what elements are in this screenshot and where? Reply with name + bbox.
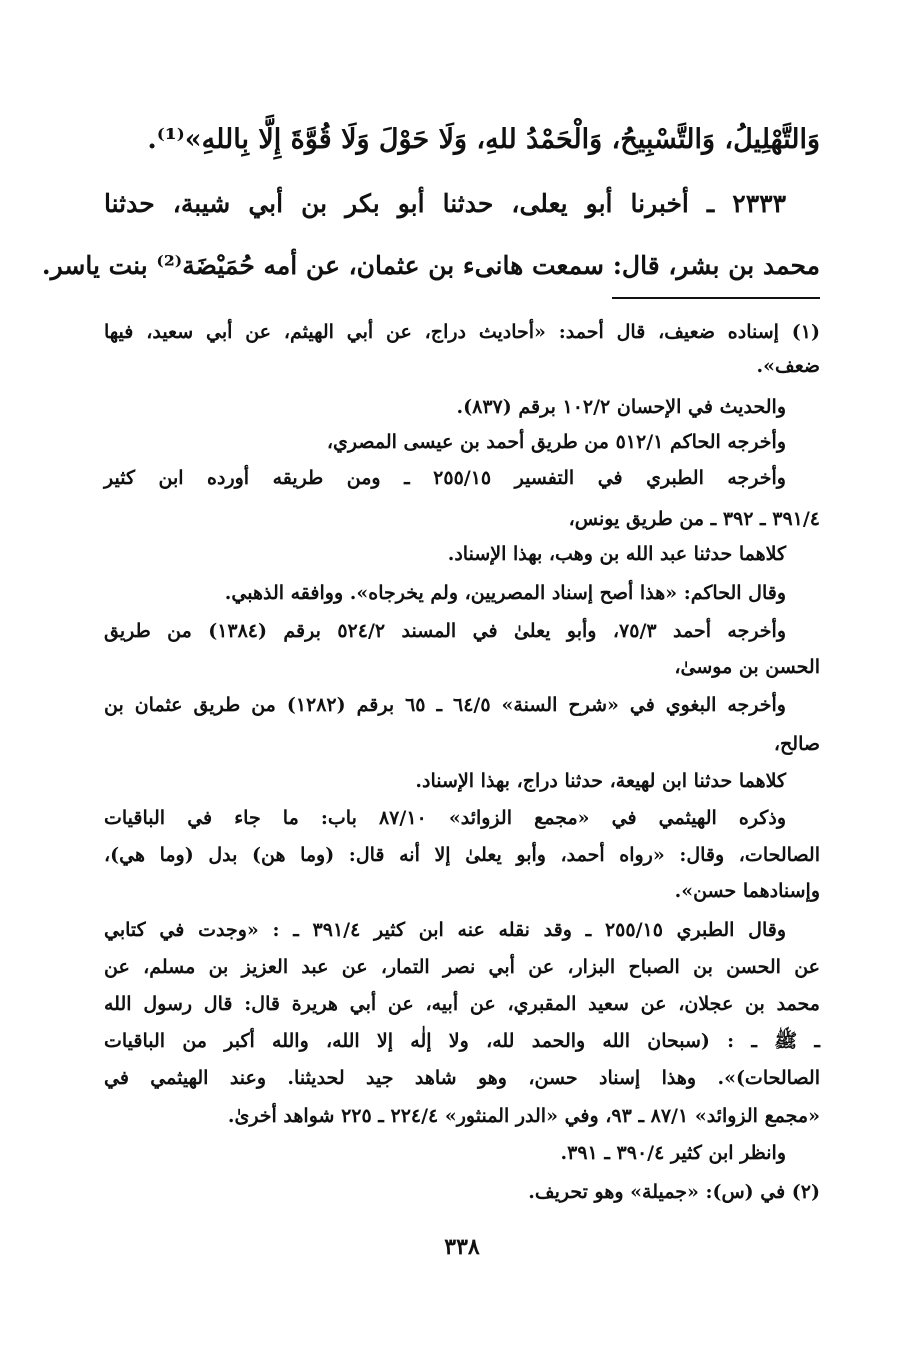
footnote-line: وأخرجه الطبري في التفسير ٢٥٥/١٥ ـ ومن طريقه أورده ابن كثير — [104, 467, 786, 489]
footnote-line: ٣٩١/٤ ـ ٣٩٢ ـ من طريق يونس، — [568, 508, 820, 530]
page-number: ٣٣٨ — [444, 1234, 480, 1260]
footnote-line: محمد بن عجلان، عن سعيد المقبري، عن أبيه، عن أبي هريرة قال: قال رسول الله — [104, 993, 820, 1015]
hadith-number-line: ٢٣٣٣ ـ أخبرنا أبو يعلى، حدثنا أبو بكر بن أبي شيبة، حدثنا — [104, 189, 786, 218]
footnote-line: وأخرجه أحمد ٧٥/٣، وأبو يعلىٰ في المسند ٥٢٤/٢ برقم (١٣٨٤) من طريق — [104, 620, 787, 642]
footnote-line: وأخرجه البغوي في «شرح السنة» ٦٤/٥ ـ ٦٥ برقم (١٢٨٢) من طريق عثمان بن — [104, 694, 786, 716]
footnote-line: وانظر ابن كثير ٣٩٠/٤ ـ ٣٩١. — [560, 1142, 786, 1164]
footnote-line: الصالحات، وقال: «رواه أحمد، وأبو يعلىٰ إلا أنه قال: (وما هن) بدل (وما هي)، — [104, 844, 820, 866]
footnote-line: (٢) في (س): «جميلة» وهو تحريف. — [528, 1181, 820, 1203]
footnote-line: ـ ﷺ ـ : (سبحان الله والحمد لله، ولا إلٰه إلا الله، والله أكبر من الباقيات — [104, 1030, 820, 1052]
footnote-line: ضعف». — [756, 355, 820, 377]
footnote-line: وقال الطبري ٢٥٥/١٥ ـ وقد نقله عنه ابن كثير ٣٩١/٤ ـ : «وجدت في كتابي — [104, 919, 786, 941]
footnote-line: الصالحات)». وهذا إسناد حسن، وهو شاهد جيد لحديثنا. وعند الهيثمي في — [104, 1067, 820, 1089]
footnote-line: وقال الحاكم: «هذا أصح إسناد المصريين، ولم يخرجاه». ووافقه الذهبي. — [224, 582, 786, 604]
footnote-line: صالح، — [773, 733, 820, 755]
main-text-line: وَالتَّهْلِيلُ، وَالتَّسْبِيحُ، وَالْحَمْدُ للهِ، وَلَا حَوْلَ وَلَا قُوَّةَ إِلَّا بِاللهِ»⁽¹⁾. — [147, 124, 820, 155]
footnote-line: (١) إسناده ضعيف، قال أحمد: «أحاديث دراج، عن أبي الهيثم، عن أبي سعيد، فيها — [104, 321, 820, 343]
footnote-line: وأخرجه الحاكم ٥١٢/١ من طريق أحمد بن عيسى المصري، — [326, 431, 786, 453]
footnote-line: وإسنادهما حسن». — [674, 880, 820, 902]
footnote-line: كلاهما حدثنا ابن لهيعة، حدثنا دراج، بهذا الإسناد. — [415, 770, 786, 792]
footnote-line: وذكره الهيثمي في «مجمع الزوائد» ٨٧/١٠ باب: ما جاء في الباقيات — [104, 807, 786, 829]
footnote-separator — [612, 297, 820, 299]
footnote-line: عن الحسن بن الصباح البزار، عن أبي نصر التمار، عن عبد العزيز بن مسلم، عن — [104, 956, 820, 978]
footnote-line: والحديث في الإحسان ١٠٢/٢ برقم (٨٣٧). — [456, 396, 786, 418]
footnote-line: الحسن بن موسىٰ، — [674, 656, 820, 678]
footnote-line: كلاهما حدثنا عبد الله بن وهب، بهذا الإسناد. — [447, 543, 786, 565]
footnote-line: «مجمع الزوائد» ٨٧/١ ـ ٩٣، وفي «الدر المنثور» ٢٢٤/٤ ـ ٢٢٥ شواهد أخرىٰ. — [227, 1105, 820, 1127]
main-text-line: محمد بن بشر، قال: سمعت هانىء بن عثمان، عن أمه حُمَيْضَة⁽²⁾ بنت ياسر. — [41, 251, 820, 280]
